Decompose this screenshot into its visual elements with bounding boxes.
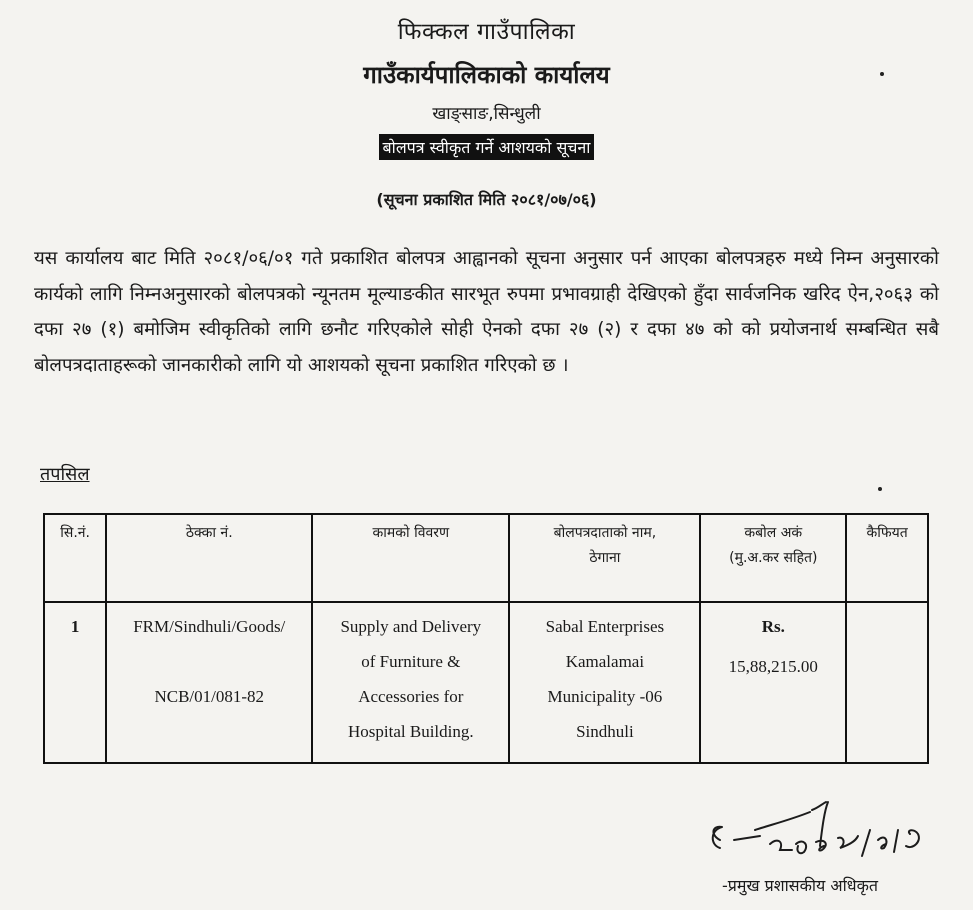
contract-line1: FRM/Sindhuli/Goods/ <box>133 617 286 636</box>
notice-title: बोलपत्र स्वीकृत गर्ने आशयको सूचना <box>379 134 595 160</box>
header-amount-line2: (मु.अ.कर सहित) <box>729 550 818 566</box>
header-sn: सि.नं. <box>44 514 106 602</box>
org-name: फिक्कल गाउँपालिका <box>397 19 576 45</box>
cell-amount <box>700 602 846 763</box>
bidder-line1: Sabal Enterprises <box>545 617 665 636</box>
header-amount <box>700 514 846 602</box>
published-date: (सूचना प्रकाशित मिति २०८१/०७/०६) <box>376 190 597 209</box>
desc-line4: Hospital Building. <box>348 722 474 741</box>
header-amount-line1: कबोल अकं <box>744 525 803 541</box>
bidder-line2: Kamalamai <box>565 652 645 671</box>
signatory-title: -प्रमुख प्रशासकीय अधिकृत <box>722 876 878 895</box>
bidder-line4: Sindhuli <box>576 722 634 741</box>
section-label: तपसिल <box>40 464 90 485</box>
office-address: खाङ्साङ,सिन्धुली <box>432 104 541 124</box>
notice-body: यस कार्यालय बाट मिति २०८१/०६/०१ गते प्रकाशित बोलपत्र आह्वानको सूचना अनुसार पर्न आएका बोलपत्रहरु मध्ये निम्न अनुसारको कार्यको लागि निम्नअनुसारको बोलपत्रको न्यूनतम मूल्याङकीत सारभूत रुपमा प्रभावग्राही देखिएको हुँदा सार्वजनिक खरिद ऐन,२०६३ को दफा २७ (१) बमोजिम स्वीकृतिको लागि छनौट गरिएकोले सोही ऐनको दफा २७ (२) र दफा ४७ को को प्रयोजनार्थ सम्बन्धित सबै बोलपत्रदाताहरूको जानकारीको लागि यो आशयको सूचना प्रकाशित गरिएको छ । <box>34 248 939 376</box>
contract-line2: NCB/01/081-82 <box>154 687 265 706</box>
speck <box>878 487 882 491</box>
bidder-line3: Municipality -06 <box>547 687 663 706</box>
desc-line1: Supply and Delivery <box>340 617 482 636</box>
table-header-row <box>44 514 928 602</box>
header-contract-no: ठेक्का नं. <box>106 514 312 602</box>
header-bidder-line2: ठेगाना <box>589 550 621 566</box>
header-bidder-line1: बोलपत्रदाताको नाम, <box>553 525 657 541</box>
table-row <box>44 602 928 763</box>
office-name: गाउँकार्यपालिकाको कार्यालय <box>363 61 610 89</box>
speck <box>880 72 884 76</box>
desc-line3: Accessories for <box>358 687 464 706</box>
award-table <box>43 513 929 764</box>
header-bidder <box>509 514 700 602</box>
header-description: कामको विवरण <box>312 514 509 602</box>
amount-value: 15,88,215.00 <box>728 657 818 676</box>
cell-sn: 1 <box>44 602 106 763</box>
header-remarks: कैफियत <box>846 514 928 602</box>
cell-bidder <box>509 602 700 763</box>
desc-line2: of Furniture & <box>361 652 461 671</box>
cell-contract-no <box>106 602 312 763</box>
handwritten-signature <box>700 800 970 870</box>
cell-remarks <box>846 602 928 763</box>
cell-description <box>312 602 509 763</box>
amount-currency: Rs. <box>761 617 785 636</box>
